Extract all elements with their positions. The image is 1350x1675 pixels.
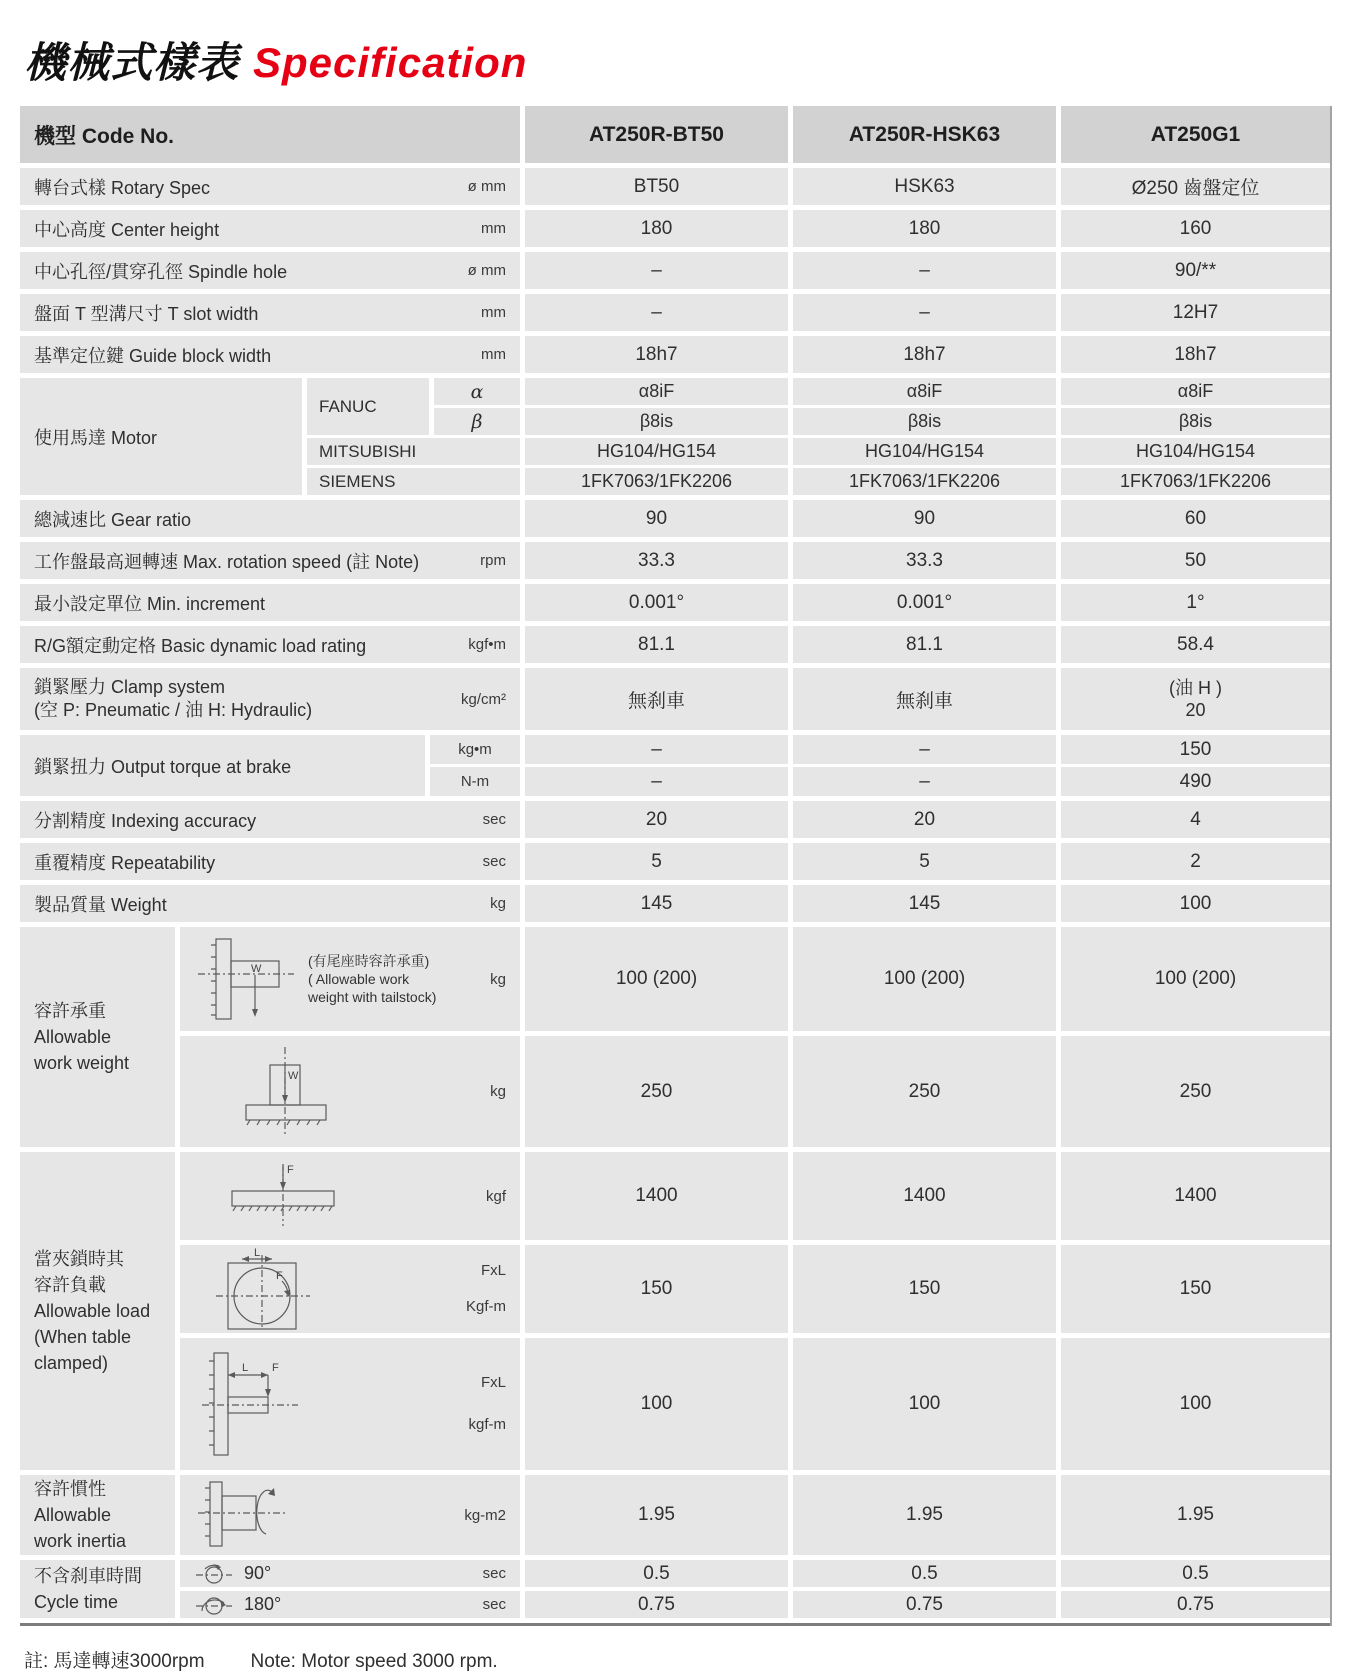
cycle-180-cell: [180, 1591, 520, 1618]
value-cell: 0.001°: [793, 584, 1056, 621]
motor-label-cell: [20, 378, 302, 495]
row-label: 中心高度 Center height: [34, 219, 220, 240]
axial-force-diagram: [222, 1160, 344, 1232]
clamped-load-block: [20, 1152, 1330, 1470]
value-cell: 1400: [525, 1152, 788, 1240]
row-unit: sec: [482, 811, 506, 828]
row-unit: ø mm: [467, 178, 506, 195]
value-cell: 1FK7063/1FK2206: [793, 468, 1056, 495]
page-title-zh: 機械式樣表: [24, 39, 240, 86]
row-unit: rpm: [480, 552, 506, 569]
model-header-2: AT250R-HSK63: [793, 106, 1056, 163]
value-cell: 1400: [1061, 1152, 1330, 1240]
row-dynamic-load-rating: [20, 626, 1330, 663]
value-cell: β8is: [1061, 408, 1330, 435]
row-min-increment: [20, 584, 1330, 621]
motor-alpha-symbol: α: [434, 378, 520, 405]
row-label: 製品質量 Weight: [34, 894, 167, 915]
row-label-cell: [20, 294, 520, 331]
value-cell: 81.1: [793, 626, 1056, 663]
value-cell: 250: [793, 1036, 1056, 1147]
row-label: 分割精度 Indexing accuracy: [34, 810, 257, 831]
svg-text:L: L: [254, 1247, 261, 1259]
value-cell: 150: [793, 1245, 1056, 1333]
cycle-time-block: [20, 1560, 1330, 1618]
row-gear-ratio: [20, 500, 1330, 537]
motor-beta-symbol: β: [434, 408, 520, 435]
row-unit: mm: [481, 304, 506, 321]
svg-text:F: F: [272, 1362, 279, 1374]
inertia-diagram-cell: [180, 1475, 520, 1555]
tailstock-load-diagram: [194, 935, 298, 1023]
overhang-load-diagram-cell: [180, 1338, 520, 1470]
row-unit: kg: [490, 1083, 506, 1100]
spec-table: [20, 106, 1332, 1626]
page-title-en: Specification: [253, 39, 528, 86]
value-cell: 100 (200): [1061, 927, 1330, 1031]
value-cell: 18h7: [525, 336, 788, 373]
row-label-cell: [20, 668, 520, 730]
value-cell: HG104/HG154: [793, 438, 1056, 465]
row-unit: mm: [481, 220, 506, 237]
row-t-slot: [20, 294, 1330, 331]
row-label-cell: [20, 626, 520, 663]
row-indexing-accuracy: [20, 801, 1330, 838]
row-unit: sec: [482, 1565, 506, 1582]
row-unit: ø mm: [467, 262, 506, 279]
row-unit: FxL kgf-m: [468, 1374, 506, 1433]
model-header-3: AT250G1: [1061, 106, 1330, 163]
row-guide-block: [20, 336, 1330, 373]
value-cell: –: [525, 294, 788, 331]
value-cell: 18h7: [793, 336, 1056, 373]
value-cell: 5: [793, 843, 1056, 880]
value-cell: 100: [525, 1338, 788, 1470]
footnote-zh: 註: 馬達轉速3000rpm: [24, 1651, 205, 1672]
value-cell: 100: [793, 1338, 1056, 1470]
row-clamp-system: [20, 668, 1330, 730]
value-cell: α8iF: [793, 378, 1056, 405]
torque-unit: N-m: [430, 767, 520, 796]
row-label-cell: [20, 168, 520, 205]
row-spindle-hole: [20, 252, 1330, 289]
work-weight-block: [20, 927, 1330, 1147]
value-cell: 無刹車: [793, 668, 1056, 730]
value-cell: 1.95: [793, 1475, 1056, 1555]
overhang-load-diagram: [194, 1347, 306, 1461]
value-cell: 100 (200): [793, 927, 1056, 1031]
value-cell: 12H7: [1061, 294, 1330, 331]
value-cell: –: [793, 735, 1056, 764]
value-cell: 1FK7063/1FK2206: [1061, 468, 1330, 495]
value-cell: –: [525, 252, 788, 289]
value-cell: α8iF: [525, 378, 788, 405]
work-weight-label: 容許承重 Allowable work weight: [20, 927, 175, 1147]
row-label: 基準定位鍵 Guide block width: [34, 345, 272, 366]
svg-text:W: W: [288, 1070, 299, 1082]
row-label-cell: [20, 801, 520, 838]
torque-block: [20, 735, 1330, 796]
value-cell: 60: [1061, 500, 1330, 537]
value-cell: HG104/HG154: [1061, 438, 1330, 465]
motor-brand-siemens: SIEMENS: [307, 468, 520, 495]
value-cell: 90/**: [1061, 252, 1330, 289]
value-cell: 33.3: [525, 542, 788, 579]
row-label-cell: [20, 210, 520, 247]
value-cell: 90: [525, 500, 788, 537]
value-cell: 1.95: [1061, 1475, 1330, 1555]
value-cell: 160: [1061, 210, 1330, 247]
face-torque-diagram: [212, 1247, 316, 1331]
value-cell: 33.3: [793, 542, 1056, 579]
row-unit: kgf: [485, 1187, 506, 1205]
row-unit: kgf•m: [468, 636, 506, 653]
value-cell: 58.4: [1061, 626, 1330, 663]
row-center-height: [20, 210, 1330, 247]
value-cell: 1FK7063/1FK2206: [525, 468, 788, 495]
value-cell: Ø250 齒盤定位: [1061, 168, 1330, 205]
inertia-label: 容許慣性 Allowable work inertia: [20, 1475, 175, 1555]
row-label: 總減速比 Gear ratio: [34, 509, 192, 530]
value-cell: 100 (200): [525, 927, 788, 1031]
value-cell: 0.5: [1061, 1560, 1330, 1587]
value-cell: 145: [793, 885, 1056, 922]
page-title: [24, 30, 1350, 90]
table-header-row: [20, 106, 1330, 163]
value-cell: –: [793, 294, 1056, 331]
row-label-cell: [20, 584, 520, 621]
value-cell: 81.1: [525, 626, 788, 663]
row-unit: kg/cm²: [461, 690, 506, 708]
row-unit: mm: [481, 346, 506, 363]
value-cell: 90: [793, 500, 1056, 537]
cycle-angle: 90°: [244, 1563, 272, 1583]
value-cell: 150: [1061, 735, 1330, 764]
model-header-1: AT250R-BT50: [525, 106, 788, 163]
tailstock-diagram-cell: [180, 927, 520, 1031]
rotate-180-icon: [194, 1592, 234, 1618]
row-repeatability: [20, 843, 1330, 880]
cycle-angle: 180°: [244, 1594, 282, 1614]
clamped-load-label: 當夾鎖時其 容許負載 Allowable load (When table clamped): [20, 1152, 175, 1470]
row-label: 轉台式樣 Rotary Spec: [34, 177, 211, 198]
rotating-inertia-diagram: [194, 1478, 294, 1552]
footnote-en: Note: Motor speed 3000 rpm.: [250, 1651, 498, 1672]
value-cell: 0.5: [525, 1560, 788, 1587]
value-cell: –: [793, 767, 1056, 796]
value-cell: β8is: [525, 408, 788, 435]
row-label-cell: [20, 542, 520, 579]
motor-block: [20, 378, 1330, 495]
value-cell: 490: [1061, 767, 1330, 796]
row-label-cell: [20, 336, 520, 373]
torque-unit: kg•m: [430, 735, 520, 764]
value-cell: 50: [1061, 542, 1330, 579]
row-unit: kg: [490, 970, 506, 988]
value-cell: 150: [525, 1245, 788, 1333]
value-cell: 1.95: [525, 1475, 788, 1555]
row-max-rotation-speed: [20, 542, 1330, 579]
value-cell: 0.75: [525, 1591, 788, 1618]
value-cell: HG104/HG154: [525, 438, 788, 465]
svg-text:W: W: [251, 963, 262, 975]
value-cell: 150: [1061, 1245, 1330, 1333]
value-cell: HSK63: [793, 168, 1056, 205]
face-torque-diagram-cell: [180, 1245, 520, 1333]
value-cell: 1400: [793, 1152, 1056, 1240]
value-cell: 20: [793, 801, 1056, 838]
row-label: 重覆精度 Repeatability: [34, 852, 216, 873]
clamp-label: 鎖緊壓力 Clamp system (空 P: Pneumatic / 油 H: Hydraulic): [34, 676, 313, 720]
row-unit: kg-m2: [464, 1506, 506, 1524]
value-cell: 100: [1061, 1338, 1330, 1470]
table-bottom-rule: [20, 1623, 1330, 1626]
value-cell: 5: [525, 843, 788, 880]
value-cell: –: [525, 735, 788, 764]
svg-text:F: F: [287, 1164, 294, 1176]
value-cell: 18h7: [1061, 336, 1330, 373]
motor-brand-mitsubishi: MITSUBISHI: [307, 438, 520, 465]
value-cell: 0.75: [793, 1591, 1056, 1618]
row-label-cell: [20, 885, 520, 922]
row-label: 最小設定單位 Min. increment: [34, 593, 266, 614]
row-label-cell: [20, 252, 520, 289]
row-label: 工作盤最高迴轉速 Max. rotation speed (註 Note): [34, 551, 420, 572]
value-cell: 145: [525, 885, 788, 922]
cycle-time-label: 不含刹車時間 Cycle time: [20, 1560, 175, 1618]
code-no-header: 機型 Code No.: [20, 106, 520, 163]
row-label-cell: [20, 500, 520, 537]
value-cell: 0.001°: [525, 584, 788, 621]
row-label-cell: [20, 843, 520, 880]
value-cell: 250: [525, 1036, 788, 1147]
axial-force-diagram-cell: [180, 1152, 520, 1240]
value-cell: 100: [1061, 885, 1330, 922]
svg-text:F: F: [276, 1270, 283, 1282]
row-unit: sec: [482, 1596, 506, 1613]
footnote: [24, 1646, 1350, 1673]
svg-text:L: L: [242, 1362, 249, 1374]
motor-label: 使用馬達 Motor: [34, 427, 158, 448]
value-cell: 4: [1061, 801, 1330, 838]
row-label: R/G額定動定格 Basic dynamic load rating: [34, 635, 367, 656]
value-cell: 2: [1061, 843, 1330, 880]
value-cell: β8is: [793, 408, 1056, 435]
inertia-block: [20, 1475, 1330, 1555]
value-cell: 1°: [1061, 584, 1330, 621]
row-unit: sec: [482, 853, 506, 870]
tailstock-caption: (有尾座時容許承重) ( Allowable work weight with tailstock): [308, 952, 437, 1006]
value-cell: α8iF: [1061, 378, 1330, 405]
value-cell: (油 H ) 20: [1061, 668, 1330, 730]
value-cell: 無刹車: [525, 668, 788, 730]
value-cell: –: [793, 252, 1056, 289]
row-label: 盤面 T 型溝尺寸 T slot width: [34, 303, 259, 324]
value-cell: 0.5: [793, 1560, 1056, 1587]
row-label: 中心孔徑/貫穿孔徑 Spindle hole: [34, 261, 288, 282]
value-cell: 0.75: [1061, 1591, 1330, 1618]
rotate-90-icon: [194, 1561, 234, 1587]
value-cell: 250: [1061, 1036, 1330, 1147]
value-cell: 180: [525, 210, 788, 247]
cycle-90-cell: [180, 1560, 520, 1587]
value-cell: 180: [793, 210, 1056, 247]
row-rotary-spec: [20, 168, 1330, 205]
row-weight: [20, 885, 1330, 922]
motor-brand-fanuc: FANUC: [307, 378, 429, 435]
value-cell: 20: [525, 801, 788, 838]
value-cell: –: [525, 767, 788, 796]
value-cell: BT50: [525, 168, 788, 205]
torque-label-cell: [20, 735, 425, 796]
vertical-load-diagram: [234, 1043, 339, 1140]
row-unit: kg: [490, 895, 506, 912]
torque-label: 鎖緊扭力 Output torque at brake: [34, 756, 292, 777]
row-unit: FxL Kgf-m: [465, 1262, 506, 1315]
vertical-load-diagram-cell: [180, 1036, 520, 1147]
